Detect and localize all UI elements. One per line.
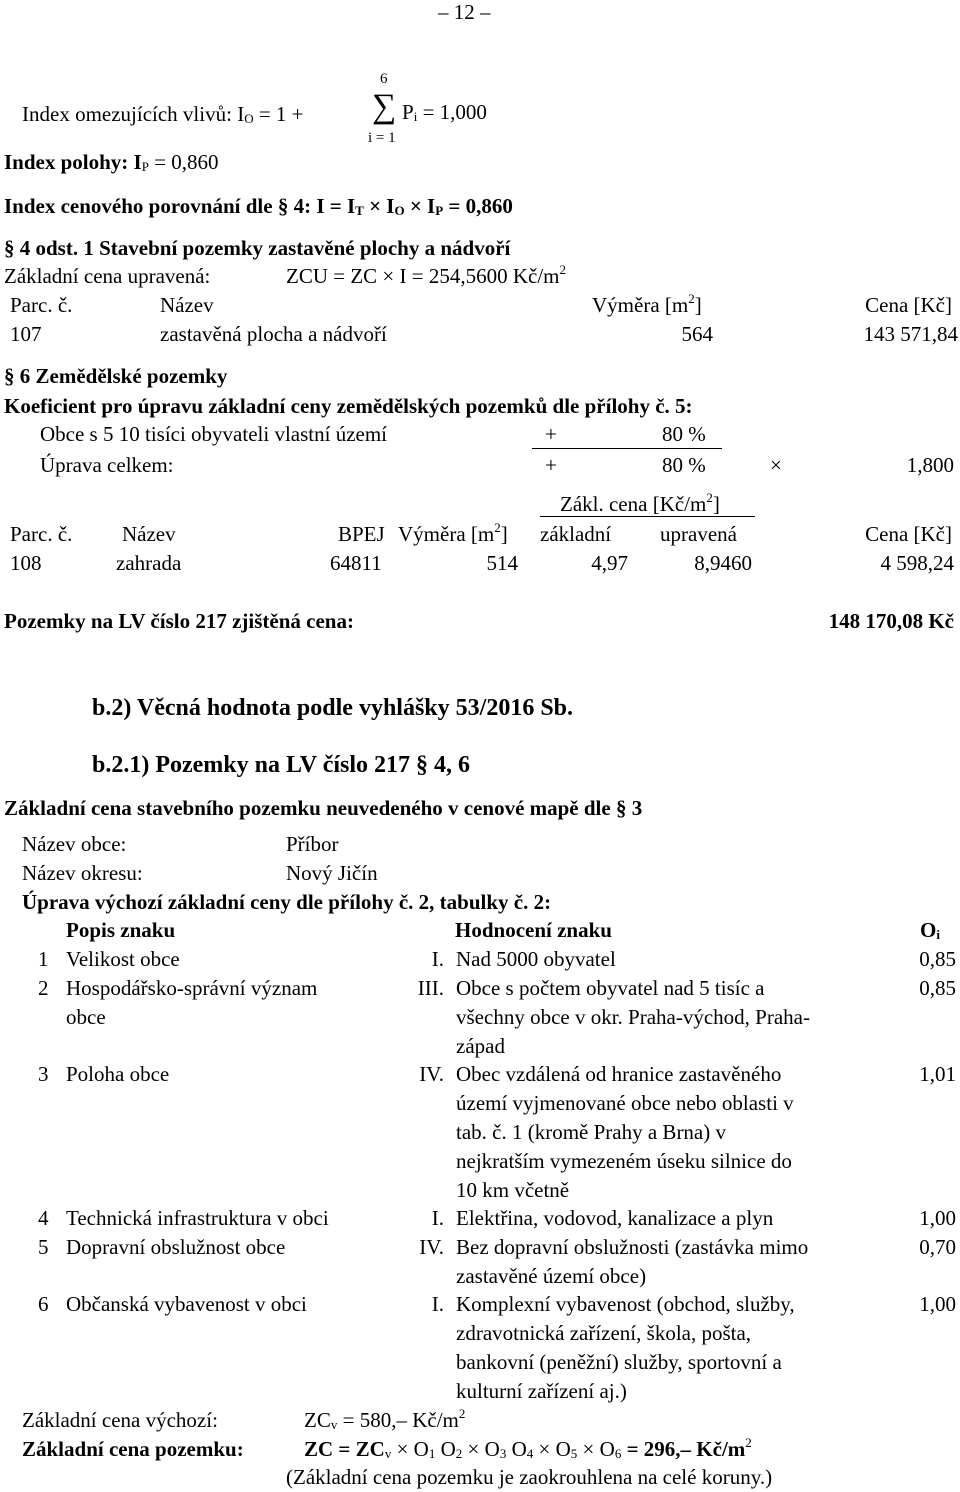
nazev-obce-label: Název obce:	[22, 832, 127, 856]
row-hodnoceni: všechny obce v okr. Praha-východ, Praha-	[456, 1005, 810, 1029]
row-hodnoceni: Obec vzdálená od hranice zastavěného	[456, 1062, 782, 1086]
uprava-vychozi: Úprava výchozí základní ceny dle přílohy č. 2, tabulky č. 2:	[22, 890, 552, 914]
zc-pozemku-label: Základní cena pozemku:	[22, 1437, 244, 1461]
row-roman: I.	[431, 1206, 444, 1230]
row-roman: IV.	[419, 1235, 444, 1259]
row-hodnoceni: 10 km včetně	[456, 1178, 570, 1202]
row-number: 3	[38, 1062, 49, 1086]
index-omez-result: $P_i = 1,000$	[402, 100, 487, 124]
row-popis: obce	[66, 1005, 106, 1029]
row108-upravena: 8,9460	[694, 551, 752, 575]
b21-heading: b.2.1) Pozemky na LV číslo 217 § 4, 6	[92, 752, 471, 778]
index-cenoveho-porovnani: Index cenového porovnání dle § 4: $I = I_T \times I_O \times I_P = 0,860$	[4, 194, 513, 218]
zaokrouhlena-note: (Základní cena pozemku je zaokrouhlena na celé koruny.)	[286, 1465, 773, 1489]
row107-vymera: 564	[681, 322, 713, 346]
row107-parc: 107	[10, 322, 42, 346]
zakladni-cena-heading: Základní cena stavebního pozemku neuvedeného v cenové mapě dle § 3	[4, 796, 643, 820]
row-popis: Velikost obce	[66, 947, 180, 971]
th2-upravena: upravená	[660, 522, 737, 546]
zakl-cena-header: Zákl. cena $[Kč/m^2]$	[560, 489, 720, 516]
row-hodnoceni: tab. č. 1 (kromě Prahy a Brna) v	[456, 1120, 726, 1144]
row107-nazev: zastavěná plocha a nádvoří	[160, 322, 387, 346]
row-o-value: 1,01	[919, 1062, 956, 1086]
row-hodnoceni: kulturní zařízení aj.)	[456, 1379, 627, 1403]
row-popis: Dopravní obslužnost obce	[66, 1235, 286, 1259]
row-hodnoceni: zdravotnická zařízení, škola, pošta,	[456, 1321, 752, 1345]
sum-top: 6	[380, 71, 388, 87]
th-nazev: Název	[160, 293, 214, 317]
row-hodnoceni: nejkratším vymezeném úseku silnice do	[456, 1149, 792, 1173]
obce-sign: +	[545, 422, 557, 446]
row-o-value: 0,85	[919, 947, 956, 971]
zc-pozemku-formula: ZC = $ZC_v \times O_1$ $O_2 \times O_3$ $O_4 \times O_5 \times O_6 = 296,-$ $Kč/m^2$	[304, 1434, 752, 1461]
row-o-value: 0,70	[919, 1235, 956, 1259]
row-o-value: 1,00	[919, 1206, 956, 1230]
uprava-koef: 1,800	[906, 453, 954, 477]
zcu-formula: ZCU = ZC × I = 254,5600 $Kč/m^2$	[286, 261, 567, 288]
th2-cena: Cena [Kč]	[865, 522, 952, 546]
t2-th-o: $O_i$	[920, 918, 940, 942]
page-number: – 12 –	[438, 0, 491, 24]
th2-parc: Parc. č.	[10, 522, 73, 546]
row-number: 4	[38, 1206, 49, 1230]
sum-bottom: i = 1	[368, 130, 396, 146]
row-number: 1	[38, 947, 49, 971]
nazev-okresu: Nový Jičín	[286, 861, 378, 885]
zemedelske-heading: § 6 Zemědělské pozemky	[4, 364, 228, 388]
zc-vychozi-formula: $ZC_v = 580,-$ $Kč/m^2$	[304, 1405, 466, 1432]
row-popis: Technická infrastruktura v obci	[66, 1206, 329, 1230]
row-hodnoceni: zastavěné území obce)	[456, 1264, 647, 1288]
row-hodnoceni: Komplexní vybavenost (obchod, služby,	[456, 1292, 795, 1316]
row107-cena: 143 571,84	[863, 322, 958, 346]
th2-vymera: Výměra $[m^2]$	[398, 519, 508, 546]
nazev-okresu-label: Název okresu:	[22, 861, 143, 885]
row-roman: III.	[417, 976, 444, 1000]
th2-zakladni: základní	[540, 522, 612, 546]
row-popis: Poloha obce	[66, 1062, 170, 1086]
b2-heading: b.2) Věcná hodnota podle vyhlášky 53/2016 Sb.	[92, 695, 574, 721]
row-hodnoceni: Bez dopravní obslužnosti (zastávka mimo	[456, 1235, 809, 1259]
row108-bpej: 64811	[330, 551, 382, 575]
obce-label: Obce s 5 10 tisíci obyvateli vlastní území	[40, 422, 388, 446]
obce-value: 80 %	[662, 422, 706, 446]
row108-parc: 108	[10, 551, 42, 575]
row-hodnoceni: Obce s počtem obyvatel nad 5 tisíc a	[456, 976, 765, 1000]
row108-vymera: 514	[486, 551, 518, 575]
th-vymera: Výměra $[m^2]$	[592, 290, 702, 317]
row-hodnoceni: západ	[456, 1034, 505, 1058]
sum-sign: ∑	[372, 88, 397, 125]
row-roman: IV.	[419, 1062, 444, 1086]
row-hodnoceni: Elektřina, vodovod, kanalizace a plyn	[456, 1206, 774, 1230]
uprava-sign: +	[545, 453, 557, 477]
zakl-cena-underline	[540, 516, 755, 517]
index-omez-label: Index omezujících vlivů: $I_O = 1$ +	[22, 102, 304, 126]
th-cena: Cena [Kč]	[865, 293, 952, 317]
stavebni-heading: § 4 odst. 1 Stavební pozemky zastavěné plochy a nádvoří	[4, 236, 511, 260]
row-roman: I.	[431, 1292, 444, 1316]
uprava-times: ×	[770, 453, 782, 477]
th2-bpej: BPEJ	[338, 522, 385, 546]
lv-total-label: Pozemky na LV číslo 217 zjištěná cena:	[4, 609, 354, 633]
uprava-label: Úprava celkem:	[40, 453, 174, 477]
zcu-label: Základní cena upravená:	[4, 264, 211, 288]
row-popis: Občanská vybavenost v obci	[66, 1292, 307, 1316]
t2-th-hodnoceni: Hodnocení znaku	[455, 918, 612, 942]
t2-th-popis: Popis znaku	[66, 918, 176, 942]
uprava-value: 80 %	[662, 453, 706, 477]
th-parc: Parc. č.	[10, 293, 73, 317]
row-o-value: 1,00	[919, 1292, 956, 1316]
th2-nazev: Název	[122, 522, 176, 546]
row-hodnoceni: Nad 5000 obyvatel	[456, 947, 616, 971]
koeficient-text: Koeficient pro úpravu základní ceny zemědělských pozemků dle přílohy č. 5:	[4, 394, 693, 418]
row-number: 5	[38, 1235, 49, 1259]
row108-nazev: zahrada	[116, 551, 182, 575]
zc-vychozi-label: Základní cena výchozí:	[22, 1408, 218, 1432]
row-hodnoceni: bankovní (peněžní) služby, sportovní a	[456, 1350, 782, 1374]
row108-zakladni: 4,97	[591, 551, 628, 575]
lv-total-value: 148 170,08 Kč	[828, 609, 954, 633]
sum-underline	[532, 448, 722, 449]
row108-cena: 4 598,24	[880, 551, 954, 575]
row-hodnoceni: území vyjmenované obce nebo oblasti v	[456, 1091, 794, 1115]
row-o-value: 0,85	[919, 976, 956, 1000]
row-number: 2	[38, 976, 49, 1000]
row-popis: Hospodářsko-správní význam	[66, 976, 318, 1000]
row-roman: I.	[431, 947, 444, 971]
row-number: 6	[38, 1292, 49, 1316]
index-polohy: Index polohy: $I_P = 0,860$	[4, 150, 219, 174]
nazev-obce: Příbor	[286, 832, 339, 856]
